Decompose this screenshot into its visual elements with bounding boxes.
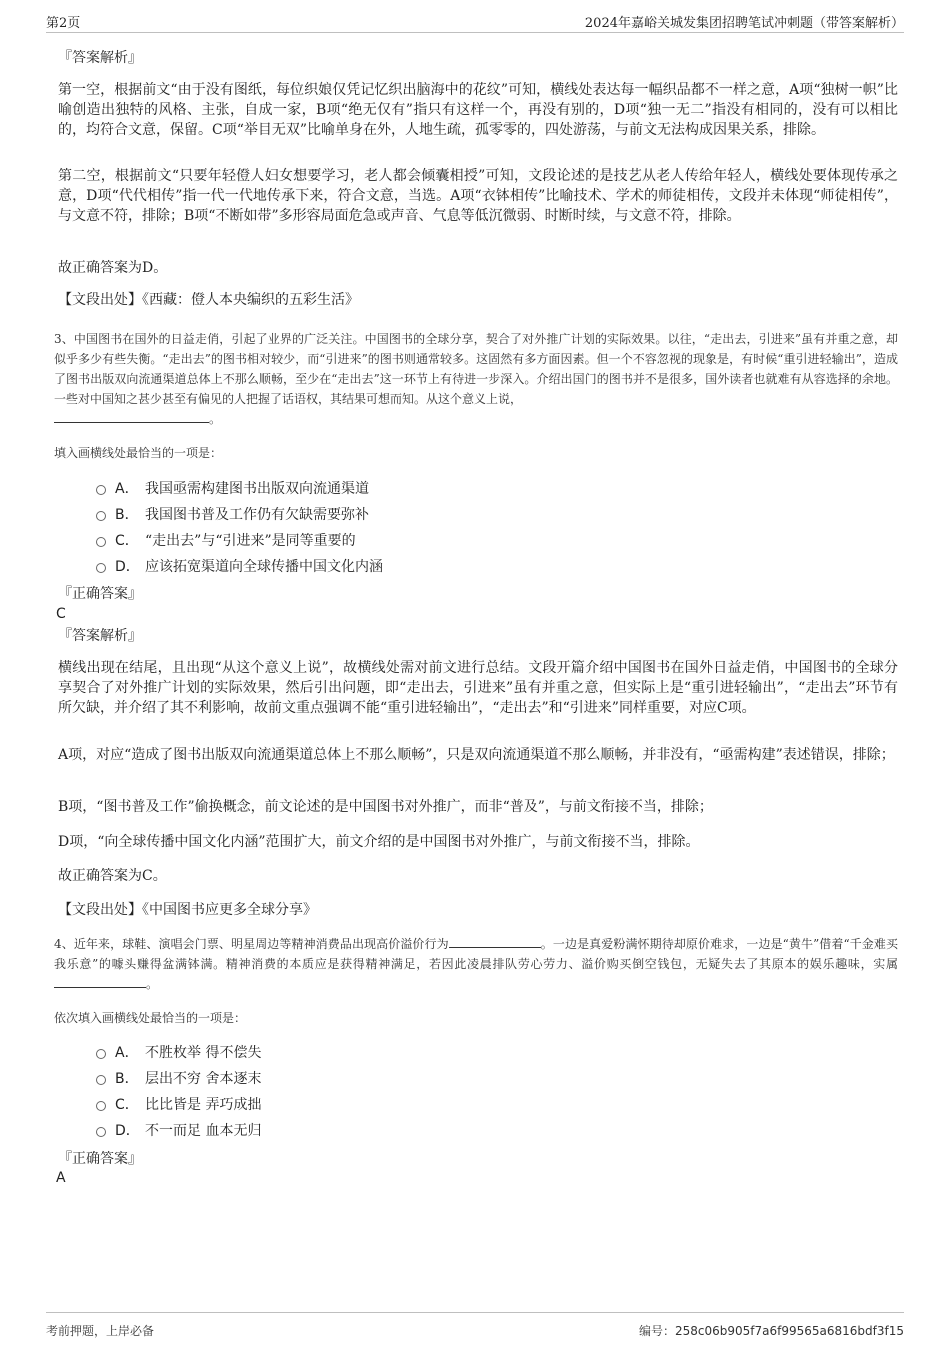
page-number: 第2页 <box>46 16 81 31</box>
radio-icon[interactable] <box>96 563 106 573</box>
page-footer <box>46 1312 904 1339</box>
fill-blank <box>54 410 209 423</box>
radio-icon[interactable] <box>96 537 106 547</box>
analysis-paragraph: 第一空，根据前文“由于没有图纸，每位织娘仅凭记忆织出脑海中的花纹”可知，横线处表达每一幅织品都不一样之意，A项“独树一帜”比喻创造出独特的风格、主张，自成一家，B项“绝无仅有”指只有这样一个，再没有别的，D项“独一无二”指没有相同的，没有可以相比的，均符合文意，保留。C项“举目无双”比喻单身在外，人地生疏，孤零零的，四处游荡，与前文无法构成因果关系，排除。 <box>58 82 898 138</box>
option-c[interactable]: C． “走出去”与“引进来”是同等重要的 <box>96 531 356 551</box>
analysis-paragraph: 第二空，根据前文“只要年轻僜人妇女想要学习，老人都会倾囊相授”可知，文段论述的是技艺从老人传给年轻人，横线处要体现传承之意，D项“代代相传”指一代一代地传承下来，符合文意，当选。A项“衣钵相传”比喻技术、学术的师徒相传，文段并未体现“师徒相传”，与文意不符，排除；B项“不断如带”多形容局面危急或声音、气息等低沉微弱、时断时续，与文意不符，排除。 <box>58 168 898 224</box>
analysis-paragraph: B项，“图书普及工作”偷换概念，前文论述的是中国图书对外推广，而非“普及”，与前文衔接不当，排除； <box>58 799 713 815</box>
option-b[interactable]: B． 我国图书普及工作仍有欠缺需要弥补 <box>96 505 369 525</box>
radio-icon[interactable] <box>96 1075 106 1085</box>
fill-blank <box>449 935 541 948</box>
analysis-paragraph: 横线出现在结尾，且出现“从这个意义上说”，故横线处需对前文进行总结。文段开篇介绍中国图书在国外日益走俏，中国图书的全球分享契合了对外推广计划的实际效果，然后引出问题，即“走出去，引进来”虽有并重之意，但实际上是“重引进轻输出”，“走出去”环节有所欠缺，并介绍了其不利影响，故前文重点强调不能“重引进轻输出”，“走出去”和“引进来”同样重要，对应C项。 <box>58 660 898 716</box>
analysis-label: 『答案解析』 <box>58 628 142 644</box>
fill-blank <box>54 975 146 988</box>
answer-label: 『正确答案』 <box>58 586 142 602</box>
option-d[interactable]: D． 应该拓宽渠道向全球传播中国文化内涵 <box>96 557 383 577</box>
option-c[interactable]: C． 比比皆是 弄巧成拙 <box>96 1095 261 1115</box>
radio-icon[interactable] <box>96 1101 106 1111</box>
conclusion-text: 故正确答案为D。 <box>58 260 168 276</box>
footer-slogan: 考前押题，上岸必备 <box>46 1324 155 1338</box>
analysis-paragraph: A项，对应“造成了图书出版双向流通渠道总体上不那么顺畅”，只是双向流通渠道不那么顺畅，并非没有，“亟需构建”表述错误，排除； <box>58 747 895 763</box>
document-code: 编号：258c06b905f7a6f99565a6816bdf3f15 <box>638 1324 904 1338</box>
analysis-label: 『答案解析』 <box>58 50 142 66</box>
source-text: 【文段出处】《西藏：僜人本央编织的五彩生活》 <box>58 292 359 308</box>
source-text: 【文段出处】《中国图书应更多全球分享》 <box>58 902 317 918</box>
answer-label: 『正确答案』 <box>58 1151 142 1167</box>
question-prompt: 依次填入画横线处最恰当的一项是： <box>54 1011 247 1025</box>
option-b[interactable]: B． 层出不穷 舍本逐末 <box>96 1069 261 1089</box>
radio-icon[interactable] <box>96 1127 106 1137</box>
option-a[interactable]: A． 我国亟需构建图书出版双向流通渠道 <box>96 479 369 499</box>
correct-answer: A <box>56 1170 66 1186</box>
question-stem: 3、中国图书在国外的日益走俏，引起了业界的广泛关注。中国图书的全球分享，契合了对外推广计划的实际效果。以往，“走出去，引进来”虽有并重之意，却似乎多少有些失衡。“走出去”的图书相对较少，而“引进来”的图书则通常较多。这固然有多方面因素。但一个不容忽视的现象是，有时候“重引进轻输出”，造成了图书出版双向流通渠道总体上不那么顺畅，至少在“走出去”这一环节上有待进一步深入。介绍出国门的图书并不是很多，国外读者也就难有从容选择的余地。一些对中国知之甚少甚至有偏见的人把握了话语权，其结果可想而知。从这个意义上说， 。 <box>54 332 898 426</box>
option-a[interactable]: A． 不胜枚举 得不偿失 <box>96 1043 261 1063</box>
document-title: 2024年嘉峪关城发集团招聘笔试冲刺题（带答案解析） <box>584 16 904 31</box>
question-prompt: 填入画横线处最恰当的一项是： <box>54 446 223 460</box>
radio-icon[interactable] <box>96 1049 106 1059</box>
analysis-paragraph: D项，“向全球传播中国文化内涵”范围扩大，前文介绍的是中国图书对外推广，与前文衔接不当，排除。 <box>58 834 700 850</box>
correct-answer: C <box>56 606 66 622</box>
question-stem: 4、近年来，球鞋、演唱会门票、明星周边等精神消费品出现高价溢价行为 。一边是真爱粉满怀期待却原价难求，一边是“黄牛”借着“千金难买我乐意”的噱头赚得盆满钵满。精神消费的本质应是获得精神满足，若因此凌晨排队劳心劳力、溢价购买倒空钱包，无疑失去了其原本的娱乐趣味，实属。 <box>54 937 898 991</box>
option-d[interactable]: D． 不一而足 血本无归 <box>96 1121 261 1141</box>
conclusion-text: 故正确答案为C。 <box>58 868 167 884</box>
page-header <box>46 12 904 33</box>
radio-icon[interactable] <box>96 511 106 521</box>
radio-icon[interactable] <box>96 485 106 495</box>
